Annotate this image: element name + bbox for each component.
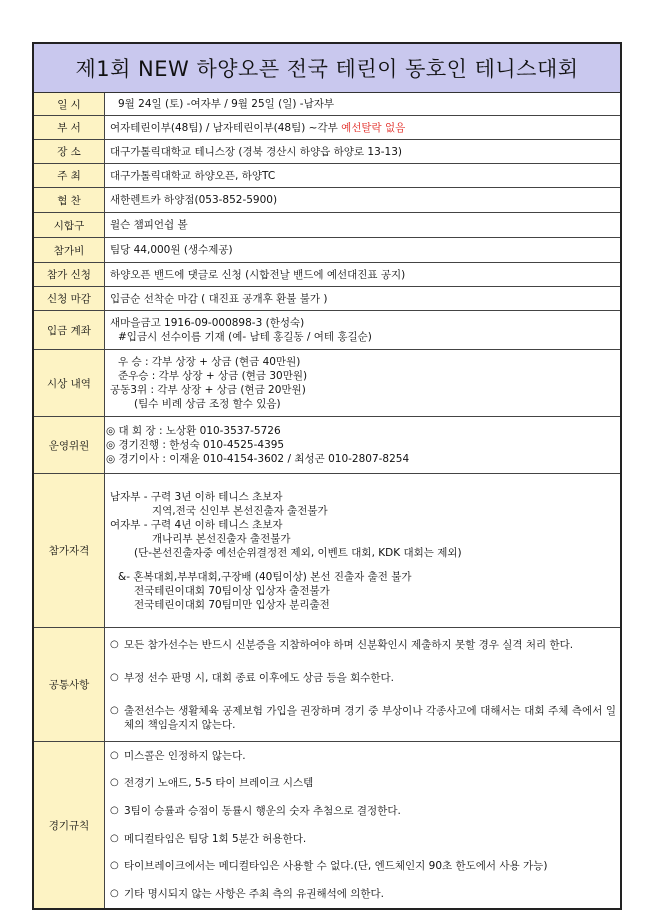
row-committee — [34, 417, 620, 474]
circle-bullet-icon: ○ — [110, 777, 119, 789]
label-qualification: 참가자격 — [34, 474, 105, 627]
value-host: 대구가톨릭대학교 하양오픈, 하양TC — [110, 169, 276, 182]
qual-exception: (단-본선진출자중 예선순위결정전 제외, 이벤트 대회, KDK 대회는 제외) — [134, 546, 462, 559]
circle-bullet-icon: ○ — [110, 704, 119, 716]
row-account — [34, 311, 620, 350]
row-prize — [34, 350, 620, 417]
row-division — [34, 116, 620, 140]
qual-extra-3: 전국테린이대회 70팀미만 입상자 분리출전 — [134, 598, 330, 611]
account-number: 새마을금고 1916-09-000898-3 (한성숙) — [110, 317, 305, 329]
qual-spacer — [110, 560, 620, 570]
prize-third: 공동3위 : 각부 상장 + 상금 (현금 20만원) — [110, 384, 306, 396]
value-committee — [105, 417, 620, 473]
circle-bullet-icon: ○ — [110, 671, 119, 683]
row-sponsor — [34, 188, 620, 213]
label-schedule: 일 시 — [34, 93, 105, 115]
qual-women-note: 개나리부 본선진출자 출전불가 — [152, 532, 291, 545]
row-ball — [34, 213, 620, 238]
row-venue — [34, 140, 620, 164]
row-apply — [34, 263, 620, 287]
qual-extra-1: &- 혼복대회,부부대회,구장배 (40팀이상) 본선 진출자 출전 불가 — [118, 570, 412, 583]
label-prize: 시상 내역 — [34, 350, 105, 416]
value-venue: 대구가톨릭대학교 테니스장 (경북 경산시 하양읍 하양로 13-13) — [110, 145, 403, 158]
value-deadline: 입금순 선착순 마감 ( 대진표 공개후 환불 불가 ) — [110, 292, 328, 305]
tournament-sheet — [32, 42, 622, 910]
row-host — [34, 164, 620, 188]
schedule-text: 9월 24일 (토) -여자부 / 9월 25일 (일) -남자부 — [118, 98, 335, 110]
qual-men-note: 지역,전국 신인부 본선진출자 출전불가 — [152, 504, 328, 517]
rule-item-text: 타이브레이크에서는 메디컬타임은 사용할 수 없다.(단, 엔드체인지 90초 한도에서 사용 가능) — [124, 860, 548, 873]
label-common: 공통사항 — [34, 628, 105, 741]
division-no-elimination: 예선탈락 없음 — [341, 121, 406, 134]
rule-item — [110, 859, 616, 873]
rule-item — [110, 749, 616, 763]
rule-item-text: 기타 명시되지 않는 사항은 주최 측의 유권해석에 의한다. — [124, 888, 384, 901]
label-sponsor: 협 찬 — [34, 188, 105, 212]
value-apply: 하양오픈 밴드에 댓글로 신청 (시합전날 밴드에 예선대진표 공지) — [110, 268, 406, 281]
label-ball: 시합구 — [34, 213, 105, 237]
division-text: 여자테린이부(48팀) / 남자테린이부(48팀) ~각부 — [110, 121, 342, 134]
circle-bullet-icon: ○ — [110, 860, 119, 872]
label-venue: 장 소 — [34, 140, 105, 163]
circle-bullet-icon: ○ — [110, 805, 119, 817]
value-rules — [105, 742, 620, 908]
common-item-text: 모든 참가선수는 반드시 신분증을 지참하여야 하며 신분확인시 제출하지 못할 경우 실격 처리 한다. — [124, 638, 574, 651]
value-prize — [105, 350, 620, 416]
committee-directors: ◎ 경기이사 : 이재윤 010-4154-3602 / 최성곤 010-2807-8254 — [106, 453, 410, 465]
label-deadline: 신청 마감 — [34, 287, 105, 310]
row-schedule — [34, 93, 620, 116]
row-rules — [34, 742, 620, 908]
label-rules: 경기규칙 — [34, 742, 105, 908]
rule-item-text: 전경기 노애드, 5-5 타이 브레이크 시스템 — [124, 777, 314, 790]
value-qualification — [105, 474, 620, 627]
rule-item — [110, 776, 616, 790]
common-item-text: 출전선수는 생활체육 공제보험 가입을 권장하며 경기 중 부상이나 각종사고에 대해서는 대회 주체 측에서 일체의 책임을지지 않는다. — [124, 704, 616, 731]
row-deadline — [34, 287, 620, 311]
rule-item — [110, 804, 616, 818]
row-qualification — [34, 474, 620, 628]
common-item — [110, 671, 616, 685]
rule-item-text: 미스콜은 인정하지 않는다. — [124, 749, 246, 762]
value-common — [105, 628, 620, 741]
qual-extra-2: 전국테린이대회 70팀이상 입상자 출전불가 — [134, 584, 330, 597]
row-fee — [34, 238, 620, 263]
circle-bullet-icon: ○ — [110, 888, 119, 900]
label-host: 주 최 — [34, 164, 105, 187]
common-item-text: 부정 선수 판명 시, 대회 종료 이후에도 상금 등을 회수한다. — [124, 671, 395, 684]
value-schedule — [105, 93, 620, 115]
page-title: 제1회 NEW 하양오픈 전국 테린이 동호인 테니스대회 — [34, 44, 620, 93]
label-fee: 참가비 — [34, 238, 105, 262]
value-fee: 팀당 44,000원 (생수제공) — [110, 244, 233, 256]
account-note: #입금시 선수이름 기재 (예- 남테 홍길동 / 여테 홍길순) — [118, 331, 372, 343]
label-division: 부 서 — [34, 116, 105, 139]
circle-bullet-icon: ○ — [110, 749, 119, 761]
row-common — [34, 628, 620, 742]
prize-first: 우 승 : 각부 상장 + 상금 (현금 40만원) — [118, 356, 301, 368]
circle-bullet-icon: ○ — [110, 832, 119, 844]
qual-women: 여자부 - 구력 4년 이하 테니스 초보자 — [110, 518, 283, 531]
label-committee: 운영위원 — [34, 417, 105, 473]
committee-progress: ◎ 경기진행 : 한성숙 010-4525-4395 — [106, 439, 285, 451]
label-apply: 참가 신청 — [34, 263, 105, 286]
value-division — [105, 116, 620, 139]
rule-item-text: 메디컬타임은 팀당 1회 5분간 허용한다. — [124, 832, 307, 845]
common-item — [110, 638, 616, 652]
common-item — [110, 704, 616, 732]
value-sponsor: 새한렌트카 하양점(053-852-5900) — [110, 194, 278, 206]
value-account — [105, 311, 620, 349]
committee-chair: ◎ 대 회 장 : 노상환 010-3537-5726 — [106, 425, 281, 437]
label-account: 입금 계좌 — [34, 311, 105, 349]
rule-item — [110, 832, 616, 846]
circle-bullet-icon: ○ — [110, 638, 119, 650]
qual-men: 남자부 - 구력 3년 이하 테니스 초보자 — [110, 490, 283, 503]
value-ball: 윌슨 챔피언쉽 볼 — [110, 219, 188, 231]
prize-note: (팀수 비례 상금 조정 할수 있음) — [134, 398, 281, 410]
rule-item-text: 3팀이 승률과 승점이 동률시 행운의 숫자 추첨으로 결정한다. — [124, 805, 401, 818]
rule-item — [110, 887, 616, 901]
prize-second: 준우승 : 각부 상장 + 상금 (현금 30만원) — [118, 370, 308, 382]
